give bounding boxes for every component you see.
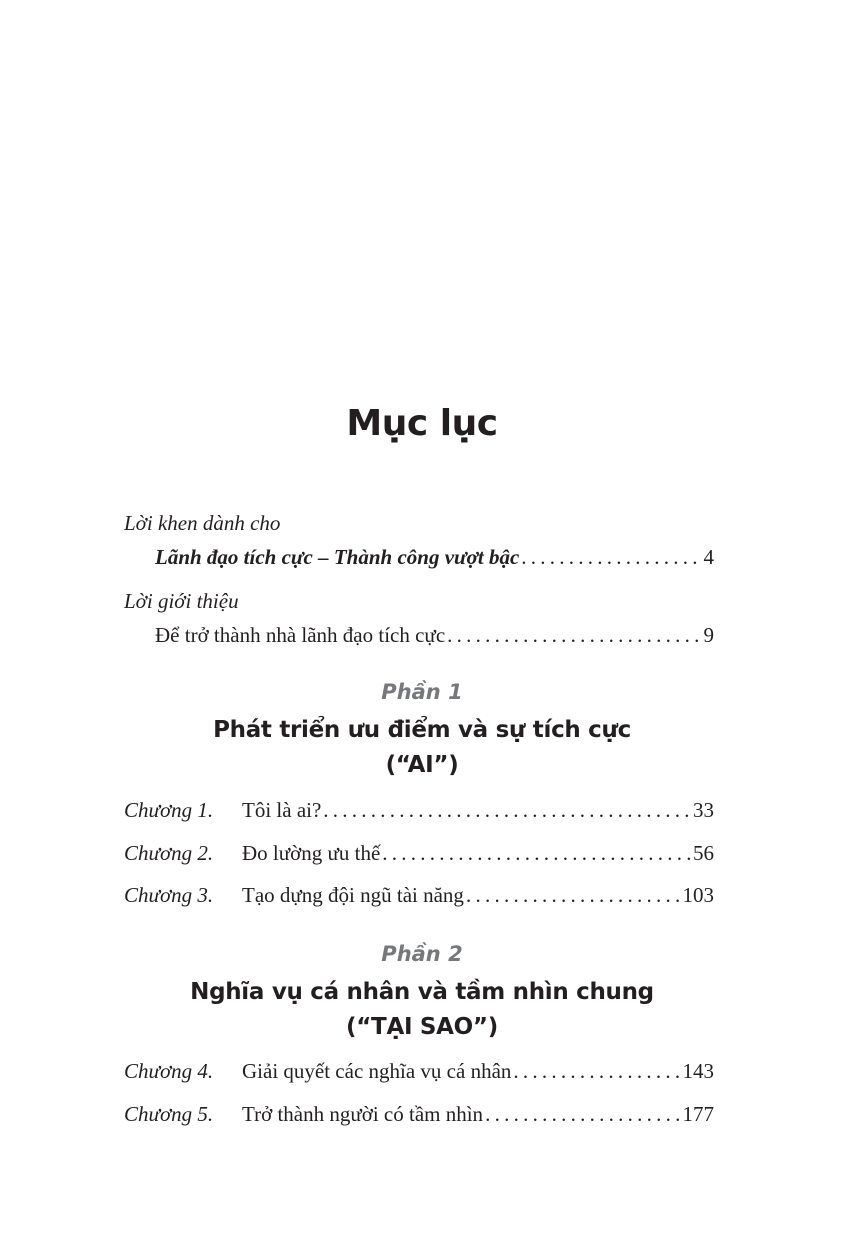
chapter-title: Tạo dựng đội ngũ tài năng: [242, 883, 464, 907]
chapter-label: Chương 1.: [124, 798, 214, 822]
toc-entry-title: Để trở thành nhà lãnh đạo tích cực: [155, 623, 446, 647]
chapter-page-number: 177: [682, 1102, 714, 1126]
part-title-subtitle: (“AI”): [385, 752, 459, 778]
dot-leader: [521, 543, 701, 571]
chapter-label: Chương 3.: [124, 883, 214, 907]
chapter-title: Đo lường ưu thế: [242, 841, 381, 865]
chapter-title: Tôi là ai?: [242, 798, 322, 822]
dot-leader: [447, 621, 701, 649]
chapter-entry[interactable]: [124, 839, 714, 867]
chapter-page-number: 33: [693, 798, 714, 822]
chapter-entry[interactable]: [124, 1100, 714, 1128]
chapter-entry[interactable]: [124, 1057, 714, 1085]
toc-entry[interactable]: [155, 621, 714, 649]
part-label: Phần 2: [381, 942, 463, 966]
front-matter-label: Lời giới thiệu: [124, 589, 239, 613]
chapter-title: Trở thành người có tầm nhìn: [242, 1102, 484, 1126]
dot-leader: [466, 881, 681, 909]
front-matter-label: Lời khen dành cho: [124, 511, 281, 535]
part-title: Phát triển ưu điểm và sự tích cực: [213, 717, 631, 743]
dot-leader: [485, 1100, 680, 1128]
chapter-page-number: 56: [693, 841, 714, 865]
chapter-entry[interactable]: [124, 796, 714, 824]
chapter-title: Giải quyết các nghĩa vụ cá nhân: [242, 1059, 512, 1083]
page-title: Mục lục: [346, 403, 498, 444]
chapter-page-number: 103: [682, 883, 714, 907]
part-title-subtitle: (“TẠI SAO”): [346, 1014, 498, 1040]
part-label: Phần 1: [381, 680, 463, 704]
dot-leader: [513, 1057, 680, 1085]
chapter-label: Chương 5.: [124, 1102, 214, 1126]
dot-leader: [323, 796, 691, 824]
toc-entry[interactable]: [155, 543, 714, 571]
chapter-page-number: 143: [682, 1059, 714, 1083]
toc-entry-title: Lãnh đạo tích cực – Thành công vượt bậc: [155, 545, 520, 569]
toc-page-number: 9: [703, 623, 714, 647]
chapter-entry[interactable]: [124, 881, 714, 909]
part-title: Nghĩa vụ cá nhân và tầm nhìn chung: [190, 979, 654, 1005]
chapter-label: Chương 2.: [124, 841, 214, 865]
chapter-label: Chương 4.: [124, 1059, 214, 1083]
dot-leader: [382, 839, 691, 867]
toc-page-number: 4: [703, 545, 714, 569]
